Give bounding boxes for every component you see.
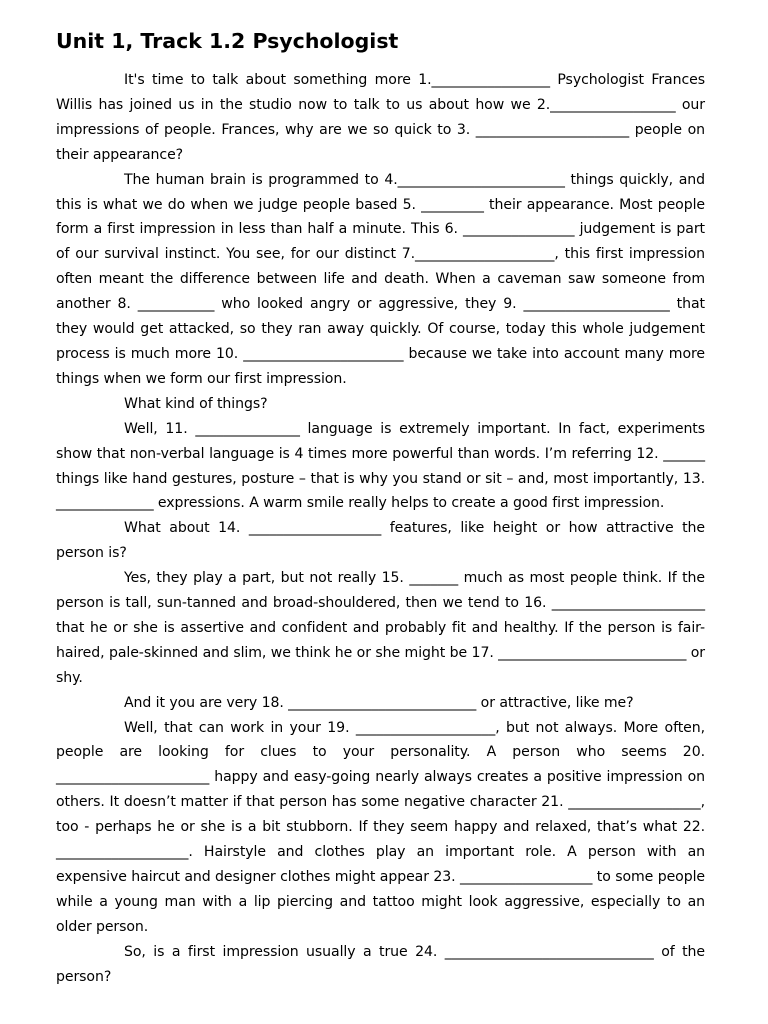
transcript-body — [56, 68, 705, 990]
transcript-paragraph: And it you are very 18. ___________________________ or attractive, like me? — [124, 694, 634, 711]
transcript-paragraph: Well, 11. _______________ language is extremely important. In fact, experiments show that non-verbal language is 4 times more powerful than words. I’m referring 12. ______ things like hand gestures, posture – that is why you stand or sit – and, most importantly, 13. ______________ expressions. A warm smile really helps to create a good first impression. — [56, 420, 705, 512]
document-page — [56, 26, 705, 990]
transcript-paragraph: What about 14. ___________________ features, like height or how attractive the person is? — [56, 520, 705, 562]
transcript-paragraph: Yes, they play a part, but not really 15. _______ much as most people think. If the person is tall, sun-tanned and broad-shouldered, then we tend to 16. ______________________ that he or she is assertive and confident and probably fit and healthy. If the person is fair-haired, pale-skinned and slim, we think he or she might be 17. ___________________________ or shy. — [56, 570, 705, 686]
page-title: Unit 1, Track 1.2 Psychologist — [56, 29, 399, 53]
transcript-paragraph: So, is a first impression usually a true 24. ______________________________ of the person? — [56, 943, 705, 985]
transcript-paragraph: The human brain is programmed to 4.________________________ things quickly, and this is what we do when we judge people based 5. _________ their appearance. Most people form a first impression in less than half a minute. This 6. ________________ judgement is part of our survival instinct. You see, for our distinct 7.____________________, this first impression often meant the difference between life and death. When a caveman saw someone from another 8. ___________ who looked angry or aggressive, they 9. _____________________ that they would get attacked, so they ran away quickly. Of course, today this whole judgement process is much more 10. _______________________ because we take into account many more things when we form our first impression. — [56, 171, 705, 387]
transcript-paragraph: It's time to talk about something more 1._________________ Psychologist Frances Willis has joined us in the studio now to talk to us about how we 2.__________________ our impressions of people. Frances, why are we so quick to 3. ______________________ people on their appearance? — [56, 72, 705, 163]
transcript-paragraph: Well, that can work in your 19. ____________________, but not always. More often, people are looking for clues to your personality. A person who seems 20. ______________________ happy and easy-going nearly always creates a positive impression on others. It doesn’t matter if that person has some negative character 21. ___________________, too - perhaps he or she is a bit stubborn. If they seem happy and relaxed, that’s what 22. ___________________. Hairstyle and clothes play an important role. A person with an expensive haircut and designer clothes might appear 23. ___________________ to some people while a young man with a lip piercing and tattoo might look aggressive, especially to an older person. — [56, 719, 705, 935]
transcript-paragraph: What kind of things? — [124, 395, 268, 412]
